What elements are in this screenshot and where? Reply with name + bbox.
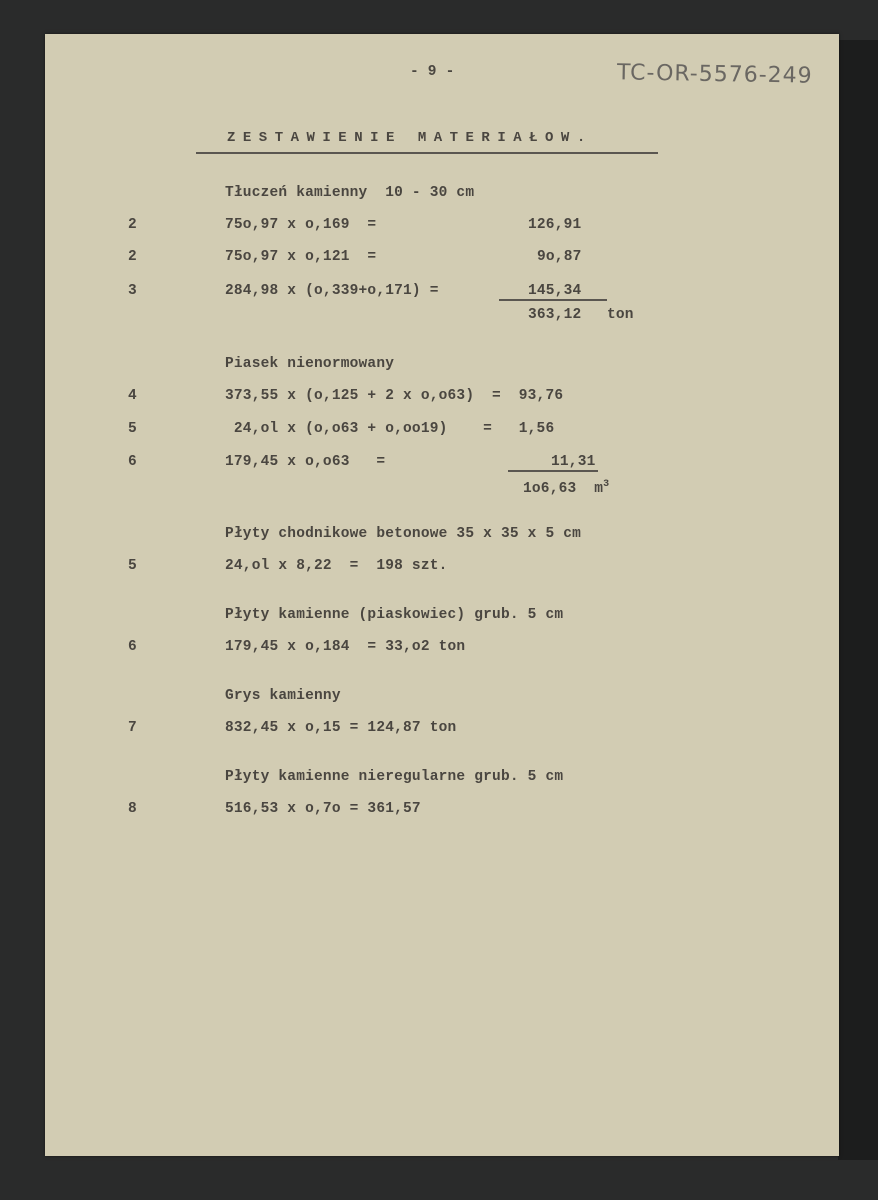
total-unit: m xyxy=(594,480,604,497)
document-page xyxy=(45,34,839,1156)
row-number: 6 xyxy=(128,454,137,470)
row-expression: 284,98 x (o,339+o,171) = xyxy=(225,283,439,299)
document-title: ZESTAWIENIE MATERIAŁOW. xyxy=(227,130,593,146)
row-expression: 516,53 x o,7o = 361,57 xyxy=(225,801,421,817)
section-heading: Piasek nienormowany xyxy=(225,356,395,372)
section-heading: Tłuczeń kamienny 10 - 30 cm xyxy=(225,185,475,201)
sum-line xyxy=(508,470,598,472)
row-value: 9o,87 xyxy=(537,249,582,265)
row-expression: 75o,97 x o,169 = xyxy=(225,217,377,233)
sum-line xyxy=(499,299,607,301)
section-heading: Płyty chodnikowe betonowe 35 x 35 x 5 cm xyxy=(225,526,582,542)
row-expression: 24,ol x (o,o63 + o,oo19) = 1,56 xyxy=(225,421,555,437)
row-value: 145,34 xyxy=(528,283,582,299)
row-number: 4 xyxy=(128,388,137,404)
row-number: 6 xyxy=(128,639,137,655)
section-total: 363,12 xyxy=(528,307,582,323)
section-unit: ton xyxy=(607,307,634,323)
row-number: 5 xyxy=(128,558,137,574)
row-expression: 24,ol x 8,22 = 198 szt. xyxy=(225,558,448,574)
section-heading: Grys kamienny xyxy=(225,688,341,704)
row-expression: 179,45 x o,184 = 33,o2 ton xyxy=(225,639,466,655)
row-number: 7 xyxy=(128,720,137,736)
row-expression: 373,55 x (o,125 + 2 x o,o63) = 93,76 xyxy=(225,388,564,404)
row-number: 8 xyxy=(128,801,137,817)
row-expression: 179,45 x o,o63 = xyxy=(225,454,386,470)
total-value: 1o6,63 xyxy=(523,480,577,497)
unit-exponent: 3 xyxy=(603,479,610,490)
section-heading: Płyty kamienne nieregularne grub. 5 cm xyxy=(225,769,564,785)
section-heading: Płyty kamienne (piaskowiec) grub. 5 cm xyxy=(225,607,564,623)
row-value: 126,91 xyxy=(528,217,582,233)
row-expression: 75o,97 x o,121 = xyxy=(225,249,377,265)
page-number: - 9 - xyxy=(410,64,455,80)
row-expression: 832,45 x o,15 = 124,87 ton xyxy=(225,720,457,736)
row-value: 11,31 xyxy=(551,454,596,470)
row-number: 3 xyxy=(128,283,137,299)
background-strip xyxy=(838,40,878,1160)
row-number: 5 xyxy=(128,421,137,437)
row-number: 2 xyxy=(128,217,137,233)
reference-code: TC-OR-5576-249 xyxy=(616,60,813,89)
row-number: 2 xyxy=(128,249,137,265)
section-total xyxy=(523,479,609,497)
title-underline xyxy=(196,152,658,154)
